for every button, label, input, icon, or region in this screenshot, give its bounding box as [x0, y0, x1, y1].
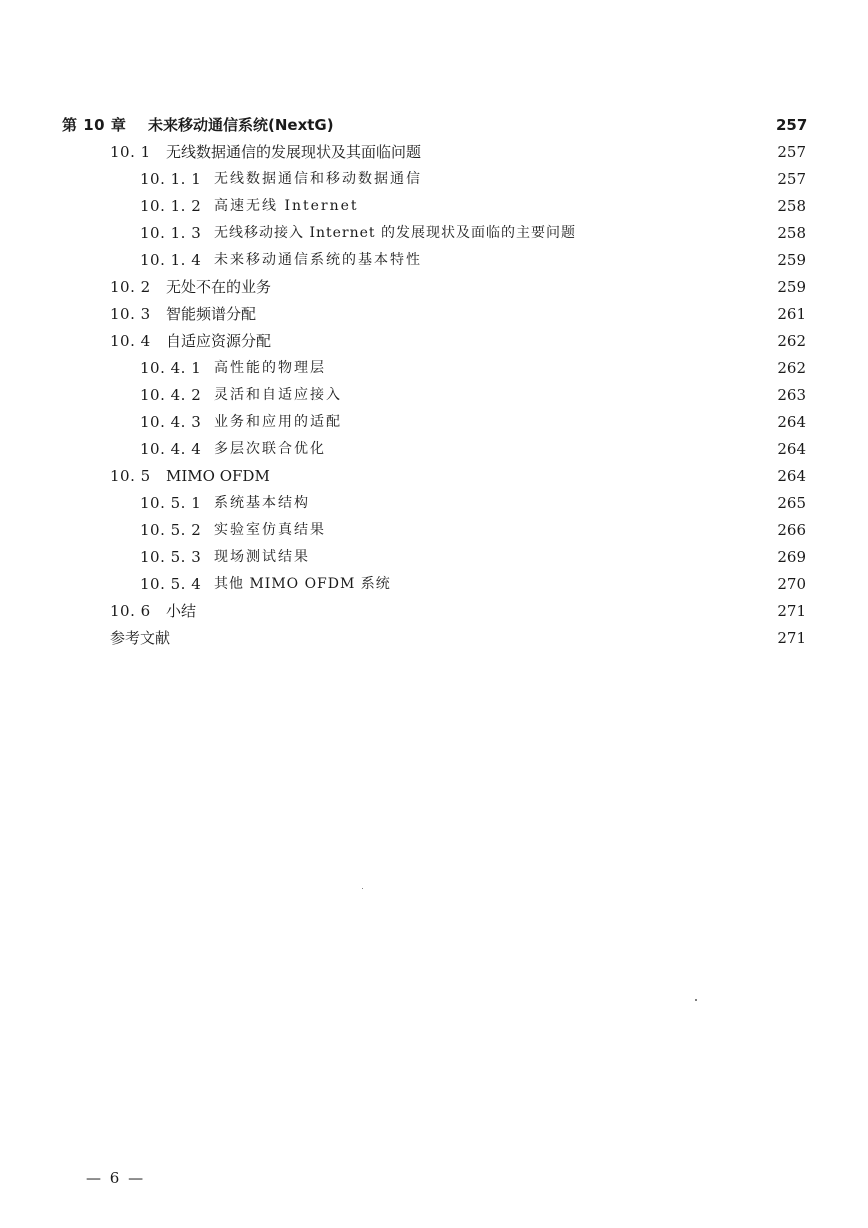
section-number: 10. 5 — [110, 467, 151, 485]
toc-subsection-row[interactable] — [140, 355, 806, 381]
subsection-number: 10. 4. 1 — [140, 359, 202, 377]
page-number: 263 — [777, 386, 806, 404]
page-number: 262 — [777, 332, 806, 350]
subsection-title: 高速无线 Internet — [214, 198, 359, 214]
subsection-title: 无线数据通信和移动数据通信 — [214, 171, 422, 187]
toc-section-row[interactable] — [110, 301, 806, 327]
dot-leader — [397, 571, 770, 597]
dot-leader — [277, 274, 770, 300]
dot-leader — [262, 301, 770, 327]
page-number: 257 — [776, 116, 808, 134]
subsection-title: 高性能的物理层 — [214, 360, 326, 376]
dot-leader — [582, 220, 770, 246]
section-number: 10. 1 — [110, 143, 151, 161]
toc-subsection-row[interactable] — [140, 409, 806, 435]
scan-speck — [362, 888, 363, 889]
page-number: 259 — [777, 251, 806, 269]
subsection-number: 10. 5. 1 — [140, 494, 202, 512]
toc-section-row[interactable] — [110, 139, 806, 165]
toc-section-row[interactable] — [110, 463, 806, 489]
subsection-number: 10. 1. 4 — [140, 251, 202, 269]
subsection-number: 10. 5. 3 — [140, 548, 202, 566]
page-number: 270 — [777, 575, 806, 593]
toc-subsection-row[interactable] — [140, 436, 806, 462]
page-number: 266 — [777, 521, 806, 539]
toc-subsection-row[interactable] — [140, 247, 806, 273]
dot-leader — [427, 139, 770, 165]
page-number: 259 — [777, 278, 806, 296]
subsection-number: 10. 5. 2 — [140, 521, 202, 539]
toc-subsection-row[interactable] — [140, 220, 806, 246]
chapter-title: 未来移动通信系统(NextG) — [148, 116, 334, 134]
section-number: 10. 2 — [110, 278, 151, 296]
subsection-number: 10. 1. 3 — [140, 224, 202, 242]
page-number: 271 — [777, 602, 806, 620]
section-number: 10. 6 — [110, 602, 151, 620]
dot-leader — [176, 625, 770, 651]
subsection-title: 无线移动接入 Internet 的发展现状及面临的主要问题 — [214, 225, 576, 241]
toc-chapter-row[interactable] — [62, 112, 806, 138]
page-footer-number: — 6 — — [86, 1169, 146, 1187]
subsection-title: 系统基本结构 — [214, 495, 310, 511]
chapter-number: 第 10 章 — [62, 116, 127, 134]
page-number: 264 — [777, 413, 806, 431]
section-title: 无处不在的业务 — [166, 278, 272, 296]
scan-speck — [695, 999, 697, 1001]
subsection-number: 10. 1. 1 — [140, 170, 202, 188]
dot-leader — [276, 463, 770, 489]
section-title: 小结 — [166, 602, 197, 620]
page-number: 262 — [777, 359, 806, 377]
dot-leader — [348, 409, 770, 435]
dot-leader — [332, 517, 770, 543]
dot-leader — [202, 598, 770, 624]
section-title: MIMO OFDM — [166, 467, 270, 485]
subsection-title: 实验室仿真结果 — [214, 522, 326, 538]
page-number: 264 — [777, 440, 806, 458]
dot-leader — [316, 490, 770, 516]
section-title: 无线数据通信的发展现状及其面临问题 — [166, 143, 422, 161]
page-number: 271 — [777, 629, 806, 647]
dot-leader — [316, 544, 770, 570]
toc-subsection-row[interactable] — [140, 544, 806, 570]
references-title: 参考文献 — [110, 629, 171, 647]
toc-subsection-row[interactable] — [140, 490, 806, 516]
toc-subsection-row[interactable] — [140, 517, 806, 543]
toc-section-row[interactable] — [110, 274, 806, 300]
subsection-title: 多层次联合优化 — [214, 441, 326, 457]
toc-section-row[interactable] — [110, 328, 806, 354]
dot-leader — [348, 382, 770, 408]
toc-subsection-row[interactable] — [140, 166, 806, 192]
subsection-title: 现场测试结果 — [214, 549, 310, 565]
toc-section-row[interactable] — [110, 598, 806, 624]
subsection-number: 10. 4. 3 — [140, 413, 202, 431]
section-title: 自适应资源分配 — [166, 332, 272, 350]
dot-leader — [332, 355, 770, 381]
subsection-number: 10. 4. 4 — [140, 440, 202, 458]
subsection-title: 业务和应用的适配 — [214, 414, 342, 430]
toc-subsection-row[interactable] — [140, 382, 806, 408]
page-number: 261 — [777, 305, 806, 323]
page-number: 269 — [777, 548, 806, 566]
dot-leader — [428, 166, 770, 192]
section-number: 10. 4 — [110, 332, 151, 350]
toc-subsection-row[interactable] — [140, 193, 806, 219]
page-number: 265 — [777, 494, 806, 512]
subsection-number: 10. 5. 4 — [140, 575, 202, 593]
dot-leader — [428, 247, 770, 273]
toc-references-row[interactable] — [110, 625, 806, 651]
dot-leader — [277, 328, 770, 354]
toc-subsection-row[interactable] — [140, 571, 806, 597]
subsection-title: 灵活和自适应接入 — [214, 387, 342, 403]
page-number: 257 — [777, 170, 806, 188]
dot-leader — [365, 193, 770, 219]
section-title: 智能频谱分配 — [166, 305, 257, 323]
page-number: 258 — [777, 197, 806, 215]
subsection-title: 其他 MIMO OFDM 系统 — [214, 576, 391, 592]
dot-leader — [340, 112, 770, 138]
page-number: 264 — [777, 467, 806, 485]
subsection-number: 10. 1. 2 — [140, 197, 202, 215]
page-number: 257 — [777, 143, 806, 161]
subsection-title: 未来移动通信系统的基本特性 — [214, 252, 422, 268]
dot-leader — [332, 436, 770, 462]
subsection-number: 10. 4. 2 — [140, 386, 202, 404]
page-number: 258 — [777, 224, 806, 242]
section-number: 10. 3 — [110, 305, 151, 323]
